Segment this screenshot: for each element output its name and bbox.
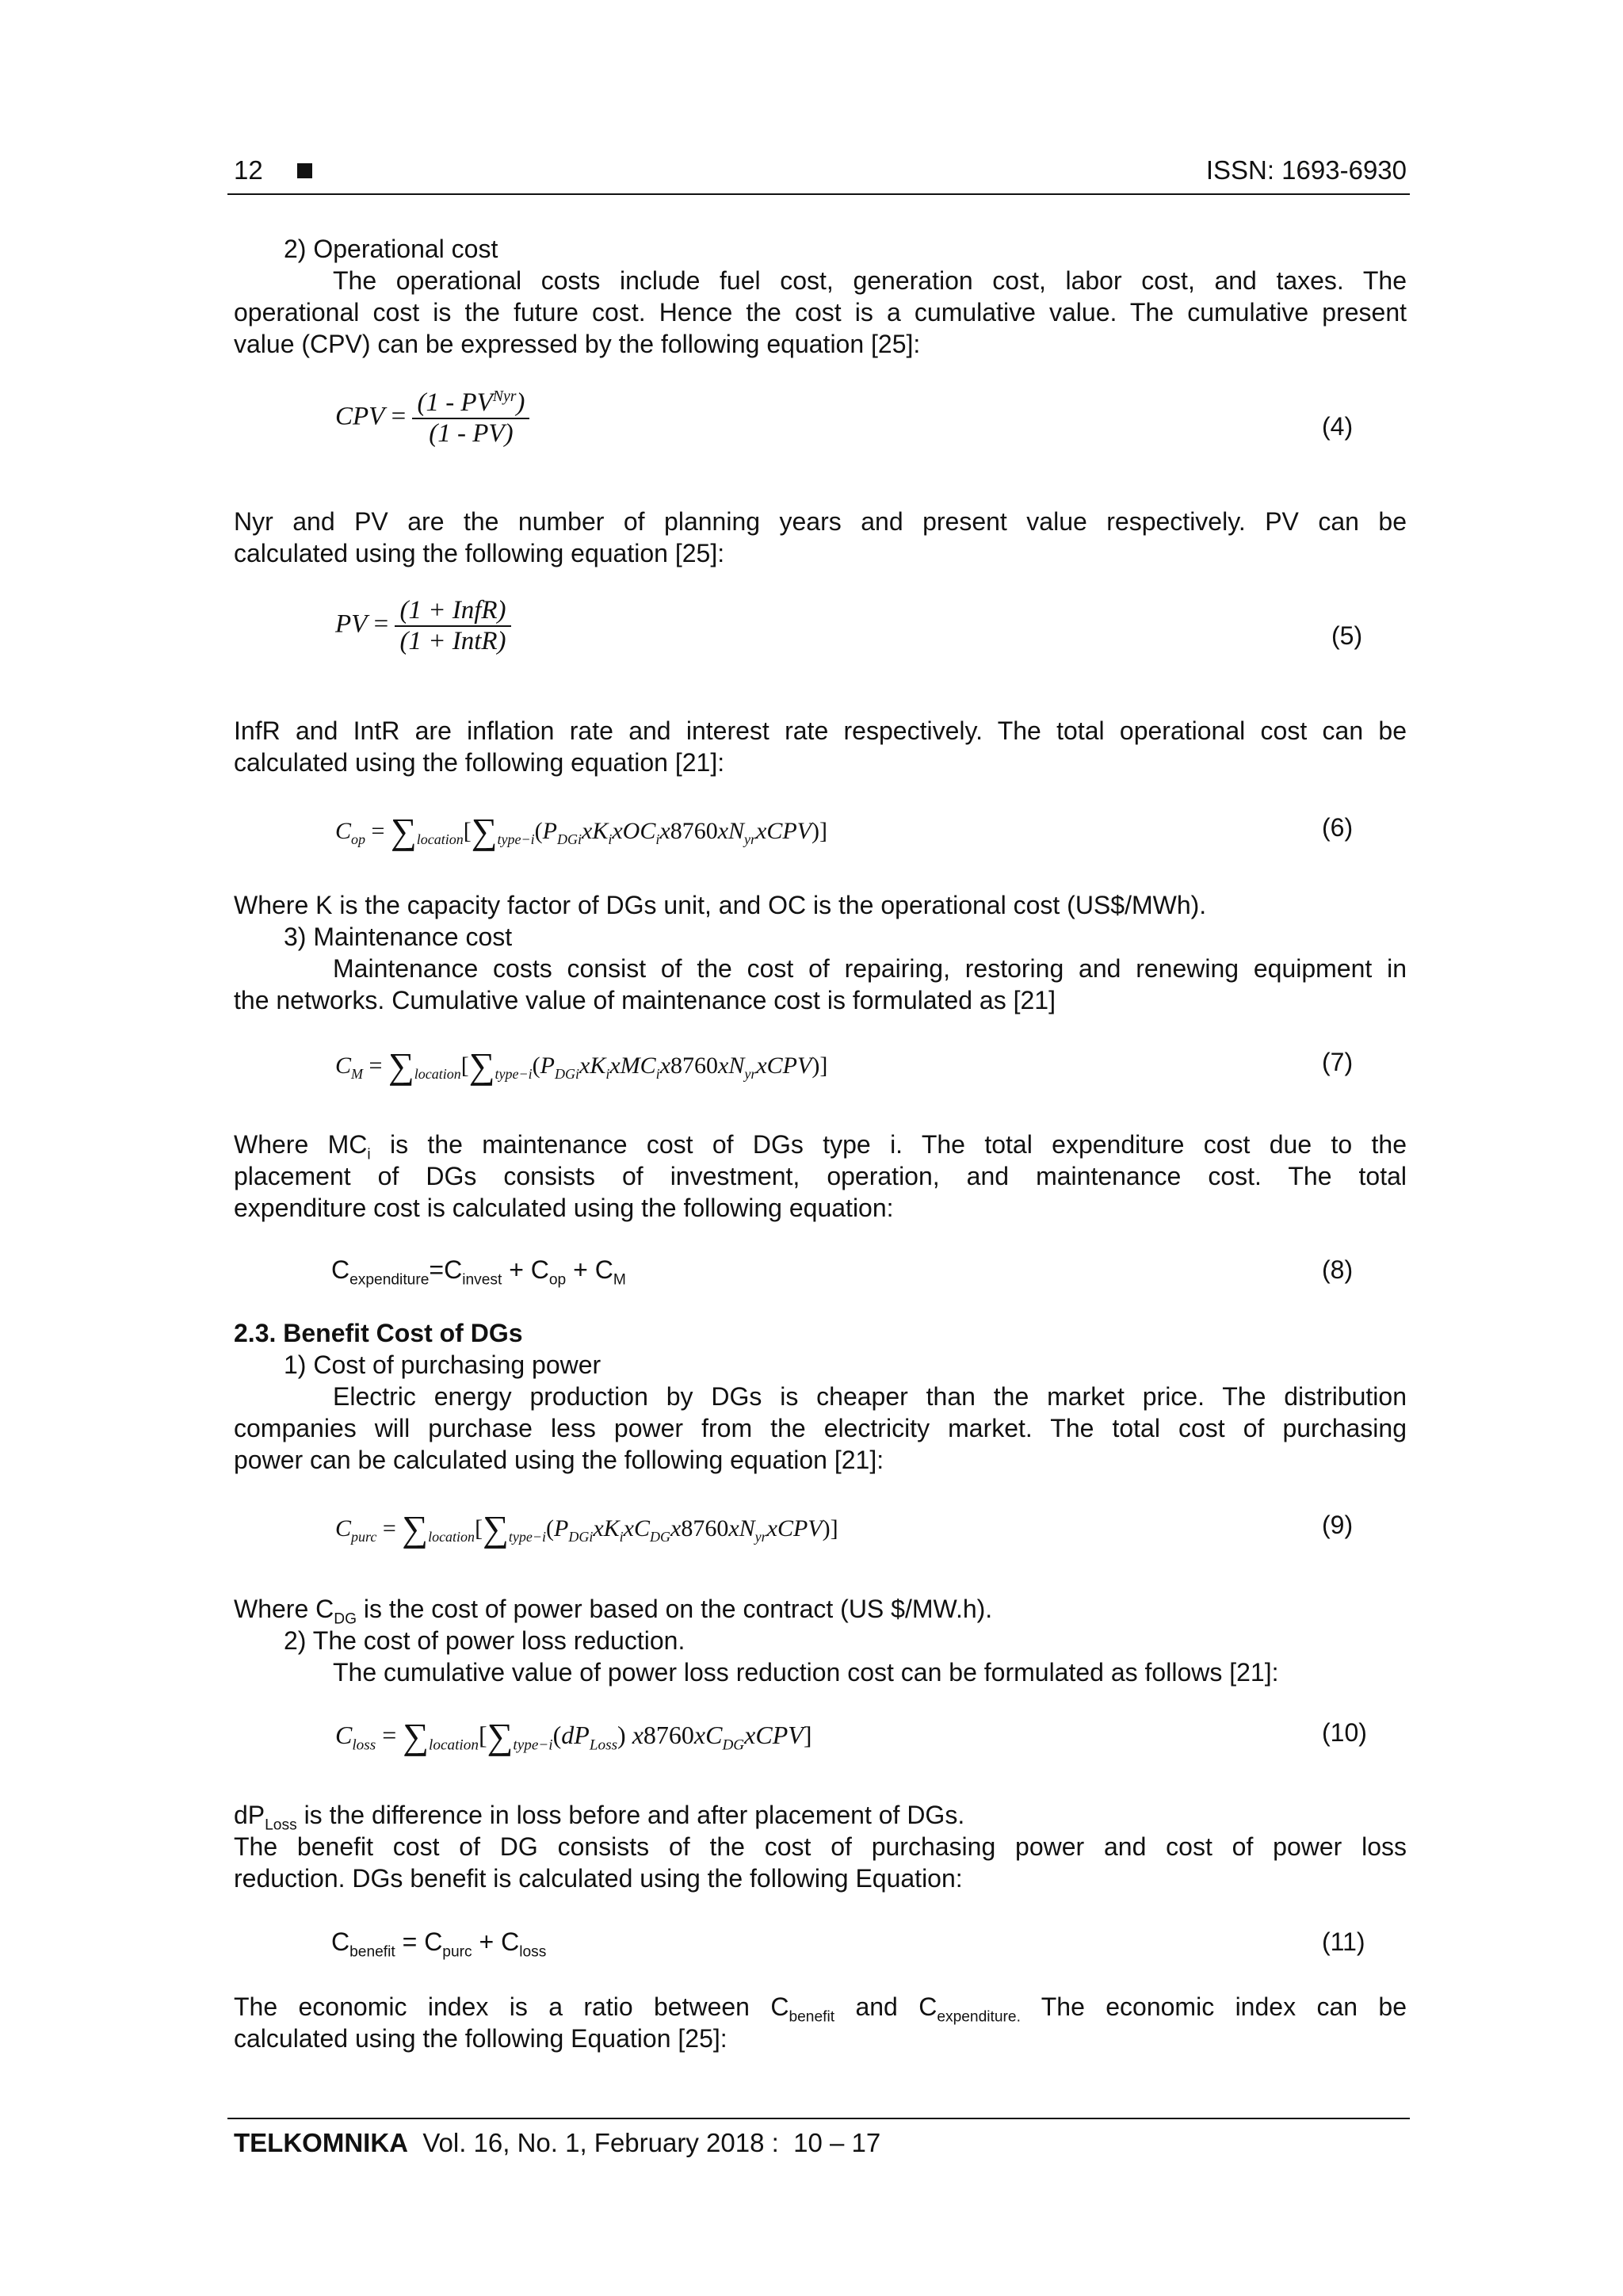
paragraph-line: $dP_{Loss}$ is the difference in loss before and after placement of DGs. xyxy=(234,1801,965,1834)
paragraph-line: reduction. DGs benefit is calculated using the following Equation: xyxy=(234,1864,963,1893)
paragraph-line: Where $C_{DG}$ is the cost of power based on the contract (US $/MW.h). xyxy=(234,1595,993,1628)
paragraph-line: The operational costs include fuel cost, generation cost, labor cost, and taxes. The xyxy=(333,266,1407,295)
equation-10: $C_{loss} = \sum_{location}[\sum_{type-i}(dP_{Loss})$ $x8760xC_{DG}xCPV$] xyxy=(335,1716,812,1756)
issue-info: Vol. 16, No. 1, February 2018 : 10 – 17 xyxy=(407,2128,881,2157)
equation-6: $C_{op}$ = $\sum_{location}[\sum_{type-i}(P_{DGi}xK_ixOC_ix8760xN_{yr}xCPV)]$ xyxy=(335,811,827,851)
paragraph-line: The cumulative value of power loss reduction cost can be formulated as follows [21]: xyxy=(333,1658,1279,1687)
paragraph-line: power can be calculated using the following equation [21]: xyxy=(234,1446,884,1474)
page-number: 12 xyxy=(234,155,263,185)
where-mc-paragraph xyxy=(234,1129,1407,1224)
where-cdg-block xyxy=(234,1593,1407,1688)
paragraph-line: The economic index is a ratio between $C_{benefit}$ and $C_{expenditure.}$ The economic index can be xyxy=(234,1992,1407,2026)
subsection-heading: 2) The cost of power loss reduction. xyxy=(284,1626,685,1655)
nyr-paragraph xyxy=(234,506,1407,569)
paragraph-line: placement of DGs consists of investment, operation, and maintenance cost. The total xyxy=(234,1162,1407,1190)
equation-number: (9) xyxy=(1322,1511,1354,1539)
equation-8: $C_{expenditure}=C_{invest} + C_{op} + C_M$ xyxy=(331,1255,626,1289)
where-k-line: Where K is the capacity factor of DGs unit, and OC is the operational cost (US$/MWh). xyxy=(234,891,1207,919)
operational-cost-block xyxy=(234,233,1407,360)
paragraph-line: calculated using the following Equation [25]: xyxy=(234,2024,727,2053)
paragraph-line: value (CPV) can be expressed by the following equation [25]: xyxy=(234,330,921,358)
equation-number: (7) xyxy=(1322,1048,1354,1076)
paragraph-line: Where $MC_i$ is the maintenance cost of DGs type i. The total expenditure cost due to the xyxy=(234,1130,1407,1163)
subsection-heading: 3) Maintenance cost xyxy=(284,923,513,951)
equation-number: (4) xyxy=(1322,412,1354,441)
journal-name: TELKOMNIKA xyxy=(234,2128,408,2157)
equation-number: (5) xyxy=(1331,621,1363,650)
dploss-paragraph xyxy=(234,1799,1407,1894)
paragraph-line: expenditure cost is calculated using the following equation: xyxy=(234,1194,894,1222)
paragraph-line: calculated using the following equation [25]: xyxy=(234,539,725,567)
benefit-section xyxy=(234,1317,1407,1476)
running-header xyxy=(234,155,1407,190)
equation-11: $C_{benefit} = C_{purc} + C_{loss}$ xyxy=(331,1927,547,1961)
subsection-heading: 2) Operational cost xyxy=(284,235,498,263)
paragraph-line: The benefit cost of DG consists of the cost of purchasing power and cost of power loss xyxy=(234,1832,1407,1861)
paragraph-line: operational cost is the future cost. Hence the cost is a cumulative value. The cumulative present xyxy=(234,298,1407,327)
paragraph-line: Nyr and PV are the number of planning years and present value respectively. PV can be xyxy=(234,507,1407,536)
footer-rule xyxy=(227,2118,1410,2119)
paragraph-line: calculated using the following equation [21]: xyxy=(234,748,725,777)
economic-index-paragraph xyxy=(234,1991,1407,2054)
paragraph-line: the networks. Cumulative value of maintenance cost is formulated as [21] xyxy=(234,986,1056,1014)
header-rule xyxy=(227,193,1410,195)
paragraph-line: InfR and IntR are inflation rate and interest rate respectively. The total operational cost can be xyxy=(234,716,1407,745)
maintenance-cost-block xyxy=(234,921,1407,1016)
square-bullet-icon xyxy=(297,163,312,178)
running-footer xyxy=(234,2128,880,2158)
infr-paragraph xyxy=(234,715,1407,778)
equation-4: CPV = $\frac{(1 - PV^{Nyr})}{(1 - PV)}$ xyxy=(335,388,529,449)
paragraph-line: companies will purchase less power from the electricity market. The total cost of purchasing xyxy=(234,1414,1407,1442)
equation-5: PV = $\frac{\text{(1 + InfR)}}{\text{(1 + IntR)}}$ xyxy=(335,596,511,656)
section-heading: 2.3. Benefit Cost of DGs xyxy=(234,1319,523,1347)
equation-9: $C_{purc}$ = $\sum_{location}[\sum_{type-i}(P_{DGi}xK_ixC_{DG}x8760xN_{yr}xCPV)]$ xyxy=(335,1508,838,1549)
paragraph-line: Electric energy production by DGs is cheaper than the market price. The distribution xyxy=(333,1382,1407,1411)
equation-number: (6) xyxy=(1322,813,1354,842)
equation-number: (8) xyxy=(1322,1255,1354,1284)
paragraph-line: Maintenance costs consist of the cost of repairing, restoring and renewing equipment in xyxy=(333,954,1407,983)
subsection-heading: 1) Cost of purchasing power xyxy=(284,1350,601,1379)
equation-7: $C_M$ = $\sum_{location}[\sum_{type-i}(P_{DGi}xK_ixMC_ix8760xN_{yr}xCPV)]$ xyxy=(335,1045,828,1086)
equation-number: (11) xyxy=(1322,1927,1365,1956)
issn-label: ISSN: 1693-6930 xyxy=(1205,155,1407,185)
equation-number: (10) xyxy=(1322,1718,1367,1747)
